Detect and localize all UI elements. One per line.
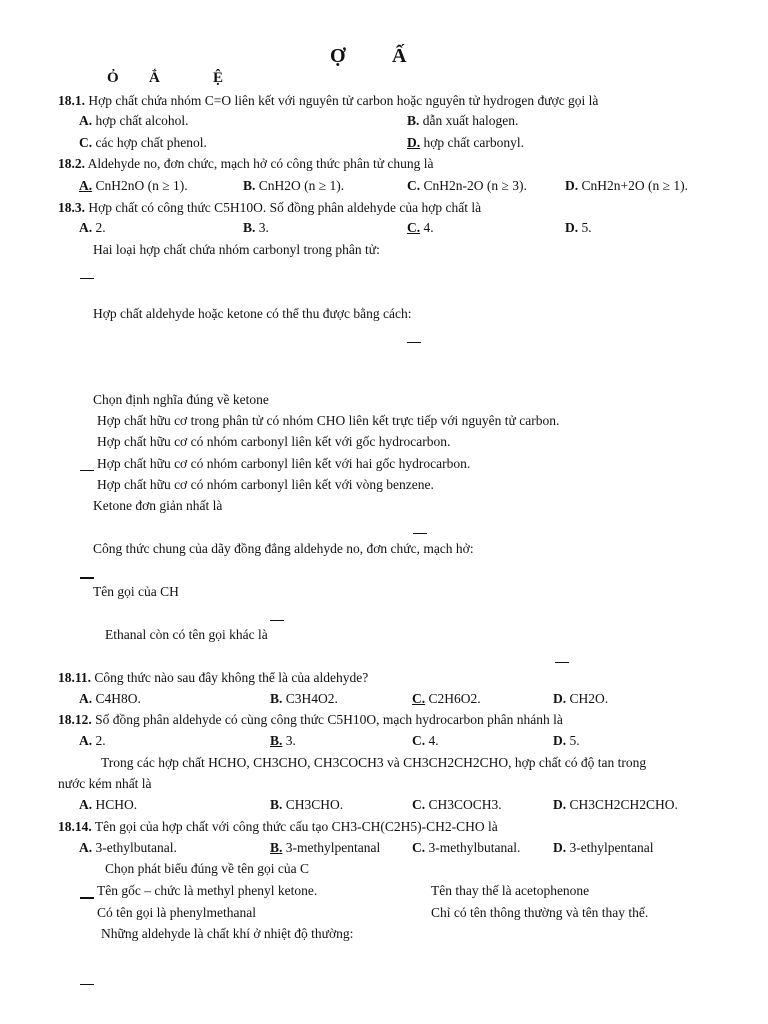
option-a[interactable] (79, 691, 141, 707)
question-18-10: Ethanal còn có tên gọi khác là (105, 627, 268, 642)
option-letter: C. (412, 840, 426, 855)
option-d[interactable] (565, 178, 688, 194)
option-letter: D. (553, 733, 567, 748)
question-text: Hợp chất có công thức C5H10O. Số đồng phân aldehyde của hợp chất là (88, 200, 482, 215)
option-d[interactable] (553, 691, 608, 707)
option-a[interactable] (79, 113, 188, 129)
option-4[interactable]: Chỉ có tên thông thường và tên thay thế. (431, 905, 649, 920)
option-letter: A. (79, 113, 93, 128)
answer-dash (80, 984, 94, 985)
question-18-5: Hợp chất aldehyde hoặc ketone có thể thu được bằng cách: (93, 306, 412, 321)
option-letter: B. (243, 178, 256, 193)
option-letter: B. (270, 691, 283, 706)
option-letter: D. (553, 797, 567, 812)
option-text: hợp chất carbonyl. (423, 135, 524, 150)
option-text: CH3CHO. (285, 797, 344, 812)
option-c[interactable] (412, 797, 502, 813)
question-18-12 (58, 712, 563, 728)
option-b-answer[interactable] (270, 840, 380, 856)
option-text: CH3COCH3. (428, 797, 502, 812)
question-text: Tên gọi của hợp chất với công thức cấu tạo CH3-CH(C2H5)-CH2-CHO là (94, 819, 498, 834)
option-text: CH3CH2CH2CHO. (569, 797, 678, 812)
option-text: C3H4O2. (285, 691, 338, 706)
option-letter: C. (412, 733, 426, 748)
option-letter: D. (407, 135, 421, 150)
question-18-14 (58, 819, 498, 835)
option-text: 3. (258, 220, 269, 235)
question-18-4: Hai loại hợp chất chứa nhóm carbonyl trong phân tử: (93, 242, 380, 257)
option-text: các hợp chất phenol. (95, 135, 207, 150)
question-18-2 (58, 156, 434, 172)
option-c-answer[interactable] (412, 691, 481, 707)
option-text: 3-ethylpentanal (569, 840, 654, 855)
option-b[interactable] (270, 691, 338, 707)
option-letter: C. (79, 135, 93, 150)
answer-dash (80, 577, 94, 579)
subtitle-char-2: Ắ (149, 70, 160, 86)
option-letter: C. (412, 691, 426, 706)
option-letter: C. (407, 178, 421, 193)
option-c[interactable] (79, 135, 207, 151)
option-letter: A. (79, 178, 93, 193)
answer-dash (80, 470, 94, 471)
question-18-6: Chọn định nghĩa đúng về ketone (93, 392, 269, 407)
option-text: 5. (581, 220, 592, 235)
option-1[interactable]: Hợp chất hữu cơ trong phân tử có nhóm CHO liên kết trực tiếp với nguyên tử carbon. (97, 413, 560, 428)
option-b-answer[interactable] (270, 733, 296, 749)
option-text: CH2O. (569, 691, 609, 706)
option-text: C2H6O2. (428, 691, 481, 706)
question-18-11 (58, 670, 368, 686)
option-text: CnH2O (n ≥ 1). (258, 178, 345, 193)
option-text: 4. (428, 733, 439, 748)
question-18-13-line-1: Trong các hợp chất HCHO, CH3CHO, CH3COCH3 và CH3CH2CH2CHO, hợp chất có độ tan trong (101, 755, 647, 770)
option-2[interactable]: Hợp chất hữu cơ có nhóm carbonyl liên kết với gốc hydrocarbon. (97, 434, 451, 449)
option-text: 5. (569, 733, 580, 748)
option-2[interactable]: Tên thay thế là acetophenone (431, 883, 590, 898)
title-char-2: Ấ (392, 45, 407, 67)
option-letter: C. (407, 220, 421, 235)
subtitle-char-1: Ỏ (107, 70, 119, 86)
question-number: 18.2. (58, 156, 85, 171)
answer-dash (80, 897, 94, 899)
option-text: CnH2n-2O (n ≥ 3). (423, 178, 527, 193)
option-text: dẫn xuất halogen. (422, 113, 519, 128)
option-letter: A. (79, 220, 93, 235)
question-18-7: Ketone đơn giản nhất là (93, 498, 223, 513)
option-text: 4. (423, 220, 434, 235)
option-text: CnH2nO (n ≥ 1). (95, 178, 188, 193)
option-d[interactable] (553, 797, 678, 813)
option-text: HCHO. (95, 797, 138, 812)
option-letter: B. (270, 840, 283, 855)
question-18-13-line-2: nước kém nhất là (58, 776, 152, 791)
answer-dash (555, 662, 569, 663)
option-a[interactable] (79, 840, 177, 856)
option-b[interactable] (407, 113, 518, 129)
option-text: hợp chất alcohol. (95, 113, 189, 128)
question-text: Công thức nào sau đây không thể là của aldehyde? (94, 670, 369, 685)
question-text: Hợp chất chứa nhóm C=O liên kết với nguyên tử carbon hoặc nguyên tử hydrogen được gọi là (88, 93, 599, 108)
option-a-answer[interactable] (79, 178, 188, 194)
question-18-15: Chọn phát biểu đúng về tên gọi của C (105, 861, 309, 876)
option-letter: B. (407, 113, 420, 128)
option-text: 3-ethylbutanal. (95, 840, 177, 855)
answer-dash (407, 342, 421, 343)
option-text: 3. (285, 733, 296, 748)
option-c[interactable] (412, 840, 520, 856)
option-letter: A. (79, 797, 93, 812)
option-c[interactable] (412, 733, 439, 749)
option-text: CnH2n+2O (n ≥ 1). (581, 178, 689, 193)
option-text: 3-methylbutanal. (428, 840, 521, 855)
option-text: 3-methylpentanal (285, 840, 381, 855)
option-a[interactable] (79, 797, 137, 813)
option-b[interactable] (243, 220, 269, 236)
option-3[interactable]: Hợp chất hữu cơ có nhóm carbonyl liên kết với hai gốc hydrocarbon. (97, 456, 471, 471)
option-c-answer[interactable] (407, 220, 434, 236)
option-1[interactable]: Tên gốc – chức là methyl phenyl ketone. (97, 883, 318, 898)
question-number: 18.12. (58, 712, 92, 727)
option-3[interactable]: Có tên gọi là phenylmethanal (97, 905, 256, 920)
option-text: 2. (95, 220, 106, 235)
option-a[interactable] (79, 220, 106, 236)
option-4[interactable]: Hợp chất hữu cơ có nhóm carbonyl liên kết với vòng benzene. (97, 477, 434, 492)
option-letter: D. (565, 220, 579, 235)
option-letter: B. (243, 220, 256, 235)
option-letter: A. (79, 733, 93, 748)
option-letter: C. (412, 797, 426, 812)
option-letter: B. (270, 797, 283, 812)
question-18-9: Tên gọi của CH (93, 584, 179, 599)
option-b[interactable] (243, 178, 344, 194)
option-a[interactable] (79, 733, 106, 749)
question-text: Aldehyde no, đơn chức, mạch hở có công thức phân tử chung là (87, 156, 434, 171)
option-letter: D. (553, 840, 567, 855)
option-d-answer[interactable] (407, 135, 524, 151)
option-d[interactable] (553, 733, 580, 749)
answer-dash (413, 533, 427, 534)
question-number: 18.3. (58, 200, 85, 215)
option-letter: A. (79, 840, 93, 855)
question-18-16: Những aldehyde là chất khí ở nhiệt độ thường: (101, 926, 354, 941)
answer-dash (270, 620, 284, 621)
question-18-3 (58, 200, 481, 216)
option-c[interactable] (407, 178, 527, 194)
question-number: 18.14. (58, 819, 92, 834)
question-text: Số đồng phân aldehyde có cùng công thức C5H10O, mạch hydrocarbon phân nhánh là (95, 712, 563, 727)
option-letter: D. (565, 178, 579, 193)
option-letter: B. (270, 733, 283, 748)
title-char-1: Ợ (330, 45, 346, 67)
question-number: 18.1. (58, 93, 85, 108)
subtitle-char-3: Ệ (213, 70, 224, 86)
answer-dash (80, 278, 94, 279)
question-18-8: Công thức chung của dãy đồng đẳng aldehyde no, đơn chức, mạch hở: (93, 541, 474, 556)
question-number: 18.11. (58, 670, 92, 685)
question-18-1 (58, 93, 598, 109)
option-letter: A. (79, 691, 93, 706)
option-d[interactable] (565, 220, 592, 236)
option-d[interactable] (553, 840, 653, 856)
option-letter: D. (553, 691, 567, 706)
option-text: 2. (95, 733, 106, 748)
option-text: C4H8O. (95, 691, 141, 706)
option-b[interactable] (270, 797, 343, 813)
